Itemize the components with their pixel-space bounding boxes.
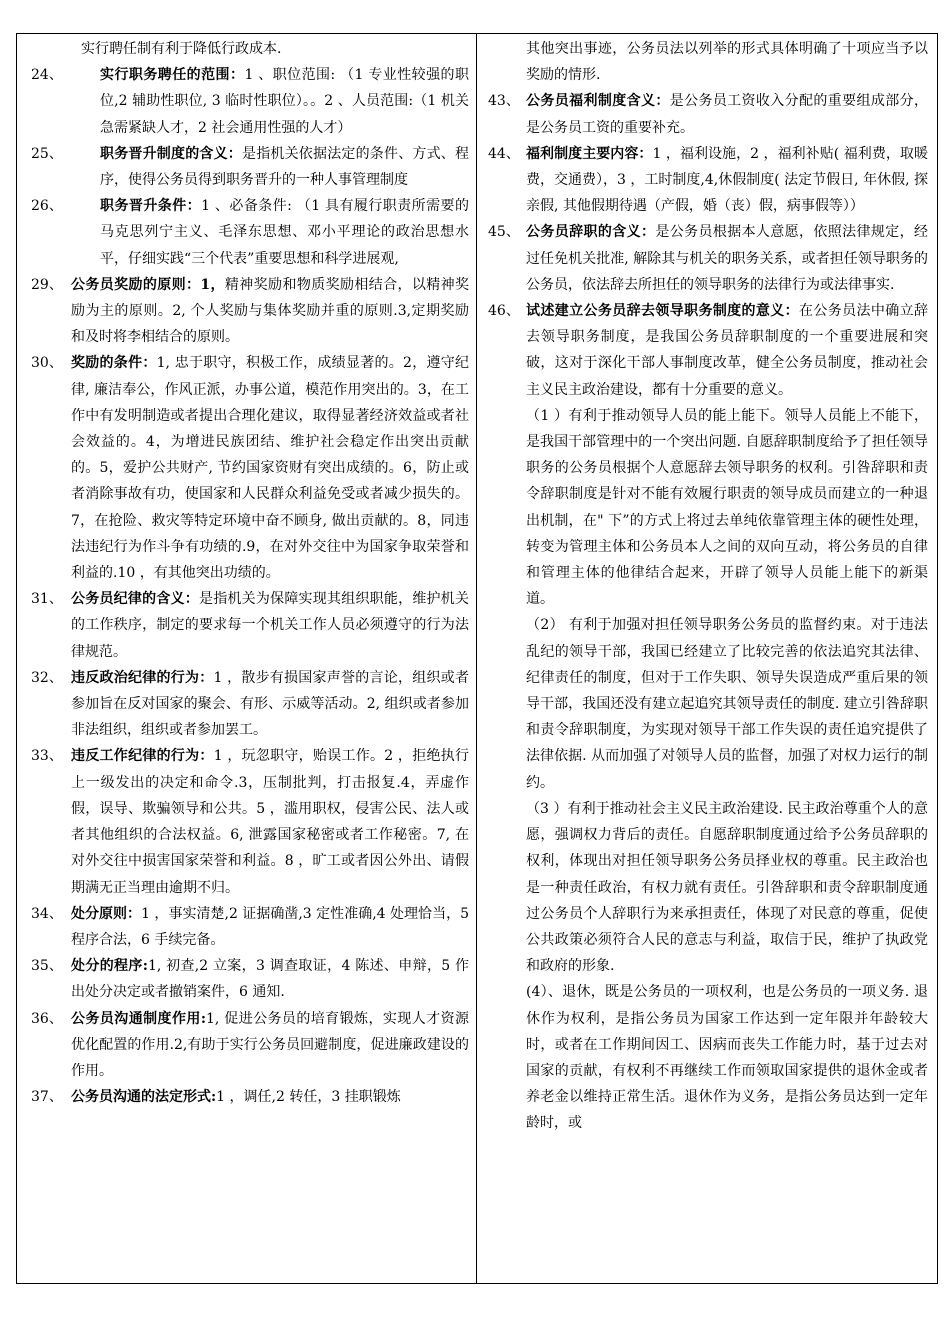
item-body bbox=[71, 743, 469, 900]
left-list-item bbox=[31, 272, 469, 351]
item-text: 1, 初查,2 立案，3 调查取证，4 陈述、申辩，5 作出处分决定或者撤销案件，6 通知. bbox=[71, 958, 470, 1001]
item-text: 1 、职位范围: （1 专业性较强的职位,2 辅助性职位, 3 临时性职位）。。2 、人员范围:（1 机关急需紧缺人才，2 社会通用性强的人才） bbox=[100, 67, 469, 136]
item-text: 是指机关依据法定的条件、方式、程序，使得公务员得到职务晋升的一种人事管理制度 bbox=[100, 145, 469, 189]
item-text: 是公务员工资收入分配的重要组成部分，是公务员工资的重要补充。 bbox=[526, 93, 928, 136]
item-title: 公务员纪律的含义： bbox=[71, 591, 199, 608]
item-title: 公务员奖励的原则：1， bbox=[71, 276, 225, 293]
right-list-item bbox=[488, 88, 928, 140]
item-title: 处分的程序: bbox=[71, 958, 148, 975]
right-paragraph: （3 ）有利于推动社会主义民主政治建设. 民主政治尊重个人的意愿，强调权力背后的责任。自愿辞职制度通过给予公务员辞职的权利，体现出对担任领导职务公务员择业权的尊重。民主政治也是一种责任政治，有权力就有责任。引咎辞职和责令辞职制度通过公务员个人辞职行为来承担责任，体现了对民意的尊重，促使公共政策必须符合人民的意志与利益，取信于民，维护了执政党和政府的形象. bbox=[526, 800, 928, 975]
left-list-item bbox=[31, 1006, 469, 1085]
item-title: 公务员沟通的法定形式: bbox=[71, 1089, 217, 1106]
item-number: 29、 bbox=[31, 276, 63, 293]
right-paragraph: （2） 有利于加强对担任领导职务公务员的监督约束。对于违法乱纪的领导干部，我国已经建立了比较完善的依法追究其法律、纪律责任的制度，但对于工作失职、领导失误造成严重后果的领导干部，我国还没有建立起追究其领导责任的制度. 建立引咎辞职和责令辞职制度，为实现对领导干部工作失误的责任追究提供了法律依据. 从而加强了对领导人员的监督，加强了对权力运行的制约。 bbox=[526, 617, 928, 791]
item-title: 公务员沟通制度作用: bbox=[71, 1010, 206, 1027]
right-list-item bbox=[488, 141, 928, 220]
item-body bbox=[526, 219, 928, 298]
item-number: 31、 bbox=[31, 591, 63, 608]
left-list-item bbox=[31, 743, 469, 900]
left-list-item bbox=[31, 953, 469, 1005]
item-title: 实行职务聘任的范围： bbox=[100, 67, 245, 84]
item-number: 45、 bbox=[488, 224, 520, 241]
item-body bbox=[526, 298, 928, 403]
item-title: 公务员辞职的含义： bbox=[526, 224, 656, 241]
right-paragraph: （1 ）有利于推动领导人员的能上能下。领导人员能上不能下，是我国干部管理中的一个突出问题. 自愿辞职制度给予了担任领导职务的公务员根据个人意愿辞去领导职务的权利。引咎辞职和责令辞职制度是针对不能有效履行职责的领导成员而建立的一种退出机制，在" 下”的方式上将过去单纯依靠管理主体的硬性处理，转变为管理主体和公务员本人之间的双向互动，将公务员的自律和管理主体的他律结合起来，开辟了领导人员能上能下的新渠道。 bbox=[526, 407, 928, 608]
item-title: 职务晋升条件： bbox=[100, 198, 202, 215]
item-title: 奖励的条件： bbox=[71, 355, 157, 372]
item-title: 处分原则： bbox=[71, 905, 142, 922]
item-number: 36、 bbox=[31, 1010, 63, 1027]
item-title: 公务员福利制度含义： bbox=[526, 93, 670, 110]
item-body bbox=[71, 1006, 469, 1085]
item-title: 试述建立公务员辞去领导职务制度的意义： bbox=[526, 303, 800, 320]
item-body bbox=[71, 350, 469, 586]
left-list-item bbox=[31, 141, 469, 193]
item-body bbox=[71, 665, 469, 744]
item-body bbox=[71, 1084, 469, 1110]
item-number: 25、 bbox=[31, 145, 63, 162]
item-text: 1, 忠于职守，积极工作，成绩显著的。2，遵守纪律, 廉洁奉公，作风正派，办事公道，模范作用突出的。3，在工作中有发明制造或者提出合理化建议，取得显著经济效益或者社会效益的。4，为增进民族团结、维护社会稳定作出突出贡献的。5，爱护公共财产, 节约国家资财有突出成绩的。6，防止或者消除事故有功，使国家和人民群众利益免受或者减少损失的。7，在抢险、救灾等特定环境中奋不顾身, 做出贡献的。8，同违法违纪行为作斗争有功绩的.9，在对外交往中为国家争取荣誉和利益的.10 ，有其他突出功绩的。 bbox=[71, 355, 470, 582]
right-lead-line: 其他突出事迹，公务员法以列举的形式具体明确了十项应当予以奖励的情形. bbox=[526, 41, 928, 84]
item-text: 1 ，散步有损国家声誉的言论，组织或者参加旨在反对国家的聚会、有形、示威等活动。2, 组织或者参加非法组织，组织或者参加罢工。 bbox=[71, 669, 470, 739]
item-text: 是指机关为保障实现其组织职能，维护机关的工作秩序，制定的要求每一个机关工作人员必须遵守的行为法律规范。 bbox=[71, 591, 469, 660]
item-title: 违反政治纪律的行为： bbox=[71, 669, 214, 686]
item-text: 是公务员根据本人意愿，依照法律规定，经过任免机关批准, 解除其与机关的职务关系，或者担任领导职务的公务员，依法辞去所担任的领导职务的法律行为或法律事实. bbox=[526, 224, 929, 293]
item-body bbox=[71, 901, 469, 953]
item-body bbox=[100, 193, 469, 272]
right-list-item bbox=[488, 219, 928, 298]
item-number: 35、 bbox=[31, 958, 63, 975]
item-number: 24、 bbox=[31, 67, 63, 84]
item-body bbox=[71, 272, 469, 351]
item-text: 精神奖励和物质奖励相结合，以精神奖励为主的原则。2, 个人奖励与集体奖励并重的原则.3,定期奖励和及时将李相结合的原则。 bbox=[71, 276, 469, 346]
item-number: 43、 bbox=[488, 93, 520, 110]
item-text: 1 、必备条件: （1 具有履行职责所需要的马克思列宁主义、毛泽东思想、邓小平理论的政治思想水平，仔细实践“三个代表”重要思想和科学进展观, bbox=[100, 198, 470, 267]
item-text: 1 ，事实清楚,2 证据确凿,3 定性准确,4 处理恰当，5 程序合法，6 手续完备。 bbox=[71, 905, 470, 948]
document-table bbox=[16, 33, 938, 1284]
item-number: 30、 bbox=[31, 355, 63, 372]
right-list-item bbox=[488, 298, 928, 403]
item-body bbox=[71, 586, 469, 665]
item-text: 在公务员法中确立辞去领导职务制度，是我国公务员辞职制度的一个重要进展和突破，这对于深化干部人事制度改革，健全公务员制度，推动社会主义民主政治建设，都有十分重要的意义。 bbox=[526, 303, 929, 398]
left-list-item bbox=[31, 193, 469, 272]
item-number: 44、 bbox=[488, 145, 520, 162]
item-number: 32、 bbox=[31, 669, 63, 686]
item-number: 37、 bbox=[31, 1089, 63, 1106]
right-paragraph: (4）、退休，既是公务员的一项权利，也是公务员的一项义务. 退休作为权利，是指公务员为国家工作达到一定年限并年龄较大时，或者在工作期间因工、因病而丧失工作能力时，基于过去对国家的贡献，有权利不再继续工作而领取国家提供的退休金或者养老金以维持正常生活。退休作为义务，是指公务员达到一定年龄时，或 bbox=[526, 984, 928, 1132]
item-number: 26、 bbox=[31, 198, 63, 215]
item-number: 34、 bbox=[31, 905, 63, 922]
item-body bbox=[100, 62, 469, 141]
left-list-item bbox=[31, 901, 469, 953]
left-list-item bbox=[31, 665, 469, 744]
item-text: 1 ，福利设施，2 ，福利补贴( 福利费，取暖费，交通费），3 ，工时制度,4,休假制度( 法定节假日, 年休假, 探亲假, 其他假期待遇（产假，婚（丧）假，病事假等）） bbox=[526, 145, 928, 215]
item-title: 违反工作纪律的行为： bbox=[71, 748, 214, 765]
item-body bbox=[526, 88, 928, 140]
left-lead-line: 实行聘任制有利于降低行政成本. bbox=[81, 41, 282, 57]
item-title: 福利制度主要内容： bbox=[526, 145, 653, 162]
column-divider bbox=[476, 34, 477, 1283]
item-body bbox=[526, 141, 928, 220]
right-column bbox=[488, 36, 928, 1137]
item-text: 1 ，玩忽职守，贻误工作。2 ，拒绝执行上一级发出的决定和命令.3，压制批判，打击报复.4，弄虚作假，误导、欺骗领导和公共。5 ，滥用职权，侵害公民、法人或者其他组织的合法权益。6, 泄露国家秘密或者工作秘密。7, 在对外交往中损害国家荣誉和利益。8 ，旷工或者因公外出、请假期满无正当理由逾期不归。 bbox=[71, 748, 470, 896]
left-list-item bbox=[31, 62, 469, 141]
item-body bbox=[71, 953, 469, 1005]
left-list-item bbox=[31, 586, 469, 665]
item-number: 33、 bbox=[31, 748, 63, 765]
left-list-item bbox=[31, 350, 469, 586]
left-list-item bbox=[31, 1084, 469, 1110]
left-column bbox=[31, 36, 469, 1110]
item-body bbox=[100, 141, 469, 193]
item-number: 46、 bbox=[488, 303, 520, 320]
item-text: 1 ，调任,2 转任，3 挂职锻炼 bbox=[216, 1089, 401, 1106]
item-title: 职务晋升制度的含义： bbox=[100, 145, 242, 162]
item-text: 1, 促进公务员的培育锻炼，实现人才资源优化配置的作用.2,有助于实行公务员回避制度，促进廉政建设的作用。 bbox=[71, 1010, 469, 1079]
